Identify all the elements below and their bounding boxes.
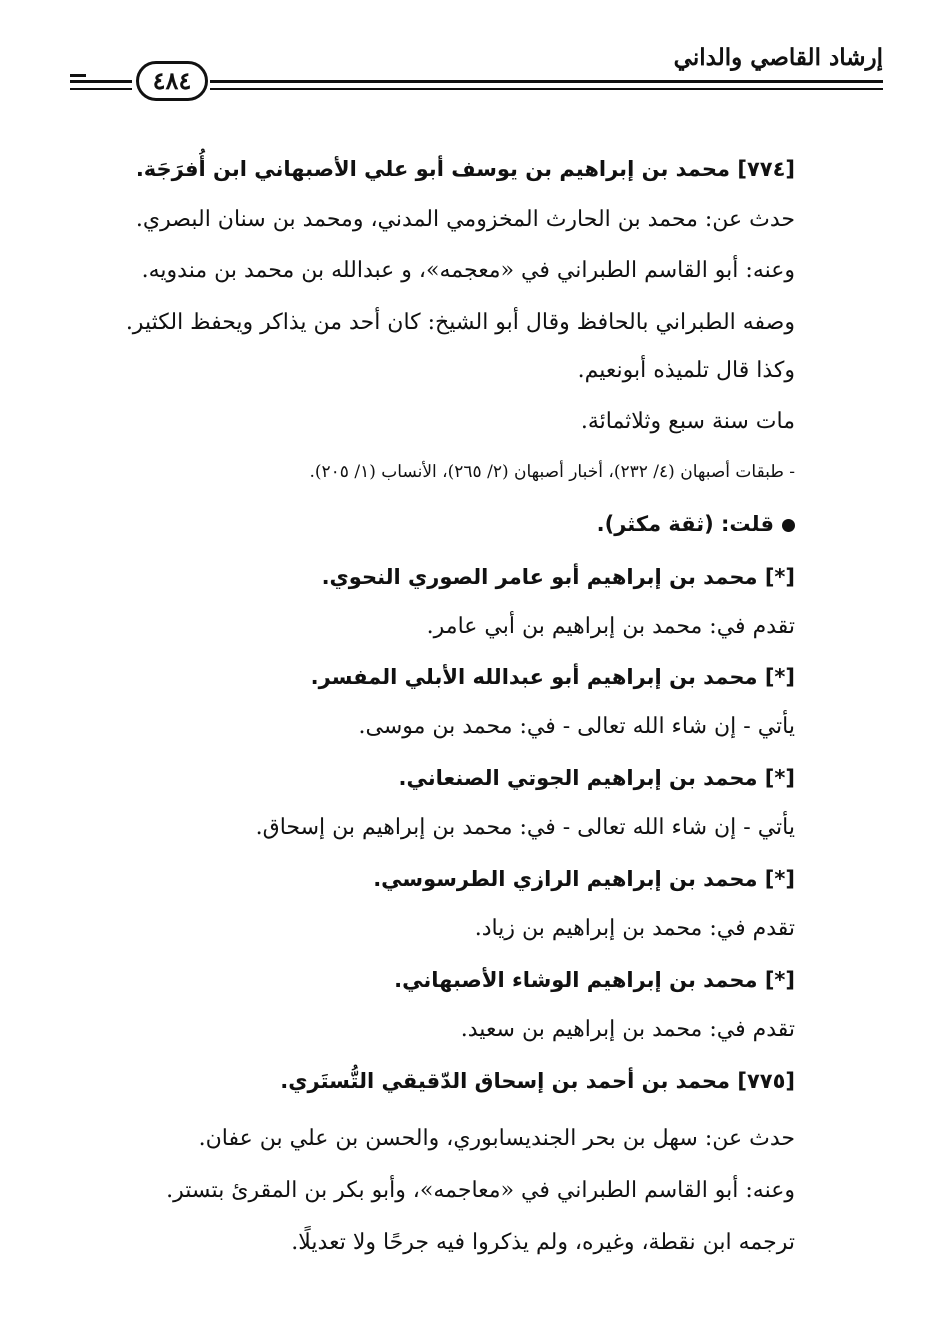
body-text-line: وصفه الطبراني بالحافظ وقال أبو الشيخ: كان أحد من يذاكر ويحفظ الكثير. [125, 310, 795, 335]
body-text-line: يأتي - إن شاء الله تعالى - في: محمد بن موسى. [358, 714, 795, 739]
header-tick [70, 74, 86, 77]
entry-heading: [*] محمد بن إبراهيم الوشاء الأصبهاني. [394, 968, 795, 992]
entry-heading: [*] محمد بن إبراهيم أبو عامر الصوري النحوي. [321, 565, 795, 589]
page-header [70, 40, 883, 110]
body-text-line: وكذا قال تلميذه أبونعيم. [577, 358, 795, 383]
entry-heading: [*] محمد بن إبراهيم الجوتي الصنعاني. [398, 766, 795, 790]
body-text-line: حدث عن: سهل بن بحر الجنديسابوري، والحسن بن علي بن عفان. [198, 1126, 795, 1151]
body-text-line: تقدم في: محمد بن إبراهيم بن أبي عامر. [426, 614, 795, 639]
verdict-line [597, 509, 795, 539]
body-text-line: وعنه: أبو القاسم الطبراني في «معجمه»، و عبدالله بن محمد بن مندويه. [141, 258, 795, 283]
page-number: ٤٨٤ [136, 61, 208, 101]
book-title: إرشاد القاصي والداني [673, 44, 883, 71]
entry-heading: [٧٧٥] محمد بن أحمد بن إسحاق الدّقيقي التُّستَري. [280, 1069, 795, 1093]
body-text-line: تقدم في: محمد بن إبراهيم بن زياد. [474, 916, 795, 941]
body-text-line: وعنه: أبو القاسم الطبراني في «معاجمه»، وأبو بكر بن المقرئ بتستر. [166, 1178, 795, 1203]
page-number-frame [132, 57, 210, 103]
body-text-line: مات سنة سبع وثلاثمائة. [580, 409, 795, 434]
body-text-line: يأتي - إن شاء الله تعالى - في: محمد بن إبراهيم بن إسحاق. [255, 815, 795, 840]
body-text-line: تقدم في: محمد بن إبراهيم بن سعيد. [460, 1017, 795, 1042]
entry-heading: [٧٧٤] محمد بن إبراهيم بن يوسف أبو علي الأصبهاني ابن أُفرَجَة. [135, 157, 795, 181]
entry-heading: [*] محمد بن إبراهيم الرازي الطرسوسي. [373, 867, 795, 891]
entry-heading: [*] محمد بن إبراهيم أبو عبدالله الأبلي المفسر. [310, 665, 795, 689]
body-text-line: ترجمه ابن نقطة، وغيره، ولم يذكروا فيه جرحًا ولا تعديلًا. [291, 1230, 795, 1255]
bullet-icon [782, 519, 795, 532]
body-text-line: حدث عن: محمد بن الحارث المخزومي المدني، ومحمد بن سنان البصري. [135, 207, 795, 232]
verdict-text: قلت: (ثقة مكثر). [596, 512, 774, 536]
source-reference: - طبقات أصبهان (٤/ ٢٣٢)، أخبار أصبهان (٢/ ٢٦٥)، الأنساب (١/ ٢٠٥). [309, 462, 795, 482]
